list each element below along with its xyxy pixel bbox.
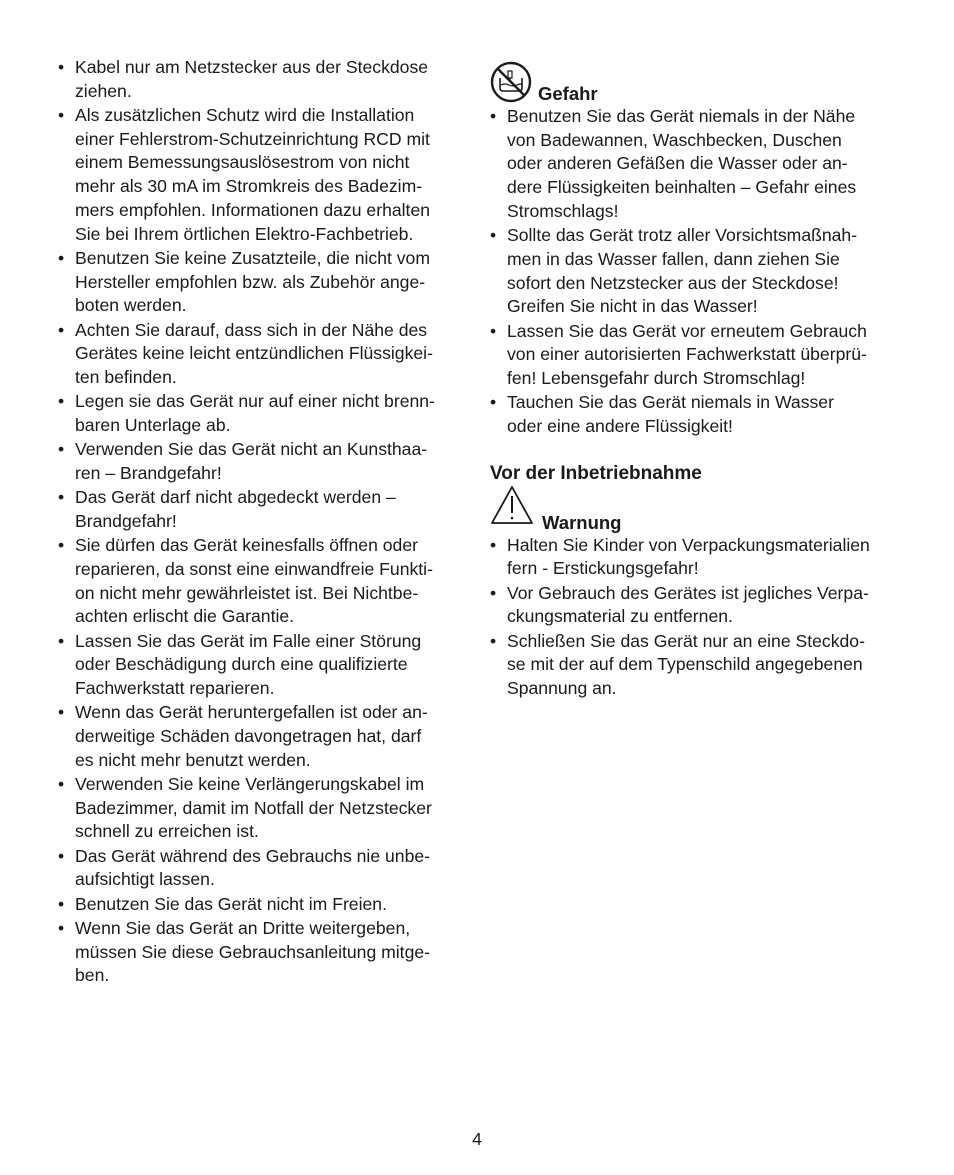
list-item: • Sollte das Gerät trotz aller Vorsichtsmaßnah- men in das Wasser fallen, dann ziehen Sie sofort den Netzstecker aus der Steckdose! Greifen Sie nicht in das Wasser! xyxy=(490,224,910,319)
warning-heading xyxy=(490,492,910,532)
list-item: • Das Gerät während des Gebrauchs nie unbe- aufsichtigt lassen. xyxy=(58,845,468,892)
list-item: • Lassen Sie das Gerät vor erneutem Gebrauch von einer autorisierten Fachwerkstatt überprü- fen! Lebensgefahr durch Stromschlag! xyxy=(490,320,910,391)
list-item: • Als zusätzlichen Schutz wird die Installation einer Fehlerstrom-Schutzeinrichtung RCD mit einem Bemessungsauslösestrom von nicht mehr als 30 mA im Stromkreis des Badezim- mers empfohlen. Informationen dazu erhalten Sie bei Ihrem örtlichen Elektro-Fachbetrieb. xyxy=(58,104,468,246)
list-item: • Halten Sie Kinder von Verpackungsmaterialien fern - Erstickungsgefahr! xyxy=(490,534,910,581)
list-item: • Legen sie das Gerät nur auf einer nicht brenn- baren Unterlage ab. xyxy=(58,390,468,437)
safety-list xyxy=(58,56,468,988)
list-item: • Benutzen Sie das Gerät niemals in der Nähe von Badewannen, Waschbecken, Duschen oder anderen Gefäßen die Wasser oder an- dere Flüssigkeiten beinhalten – Gefahr eines Stromschlags! xyxy=(490,105,910,224)
list-item: • Wenn das Gerät heruntergefallen ist oder an- derweitige Schäden davongetragen hat, darf es nicht mehr benutzt werden. xyxy=(58,701,468,772)
warning-triangle-icon xyxy=(490,485,534,532)
list-item: • Achten Sie darauf, dass sich in der Nähe des Gerätes keine leicht entzündlichen Flüssigkei- ten befinden. xyxy=(58,319,468,390)
left-column xyxy=(58,56,468,989)
danger-title: Gefahr xyxy=(538,83,598,104)
list-item: • Sie dürfen das Gerät keinesfalls öffnen oder reparieren, da sonst eine einwandfreie Funkti- on nicht mehr gewährleistet ist. Bei Nichtbe- achten erlischt die Garantie. xyxy=(58,534,468,629)
list-item: • Tauchen Sie das Gerät niemals in Wasser oder eine andere Flüssigkeit! xyxy=(490,391,910,438)
warning-list xyxy=(490,534,910,701)
list-item: • Das Gerät darf nicht abgedeckt werden – Brandgefahr! xyxy=(58,486,468,533)
list-item: • Wenn Sie das Gerät an Dritte weitergeben, müssen Sie diese Gebrauchsanleitung mitge- ben. xyxy=(58,917,468,988)
list-item: • Verwenden Sie das Gerät nicht an Kunsthaa- ren – Brandgefahr! xyxy=(58,438,468,485)
list-item: • Schließen Sie das Gerät nur an eine Steckdo- se mit der auf dem Typenschild angegebenen Spannung an. xyxy=(490,630,910,701)
section-title: Vor der Inbetriebnahme xyxy=(490,462,702,484)
list-item: • Verwenden Sie keine Verlängerungskabel im Badezimmer, damit im Notfall der Netzstecker schnell zu erreichen ist. xyxy=(58,773,468,844)
right-column xyxy=(490,56,910,701)
list-item: • Vor Gebrauch des Gerätes ist jegliches Verpa- ckungsmaterial zu entfernen. xyxy=(490,582,910,629)
danger-list xyxy=(490,105,910,439)
list-item: • Benutzen Sie keine Zusatzteile, die nicht vom Hersteller empfohlen bzw. als Zubehör ange- boten werden. xyxy=(58,247,468,318)
danger-heading xyxy=(490,56,910,103)
list-item: • Benutzen Sie das Gerät nicht im Freien. xyxy=(58,893,468,917)
list-item: • Kabel nur am Netzstecker aus der Steckdose ziehen. xyxy=(58,56,468,103)
page-number: 4 xyxy=(472,1129,482,1149)
list-item: • Lassen Sie das Gerät im Falle einer Störung oder Beschädigung durch eine qualifizierte Fachwerkstatt reparieren. xyxy=(58,630,468,701)
warning-title: Warnung xyxy=(542,511,622,533)
no-water-icon xyxy=(490,61,532,103)
